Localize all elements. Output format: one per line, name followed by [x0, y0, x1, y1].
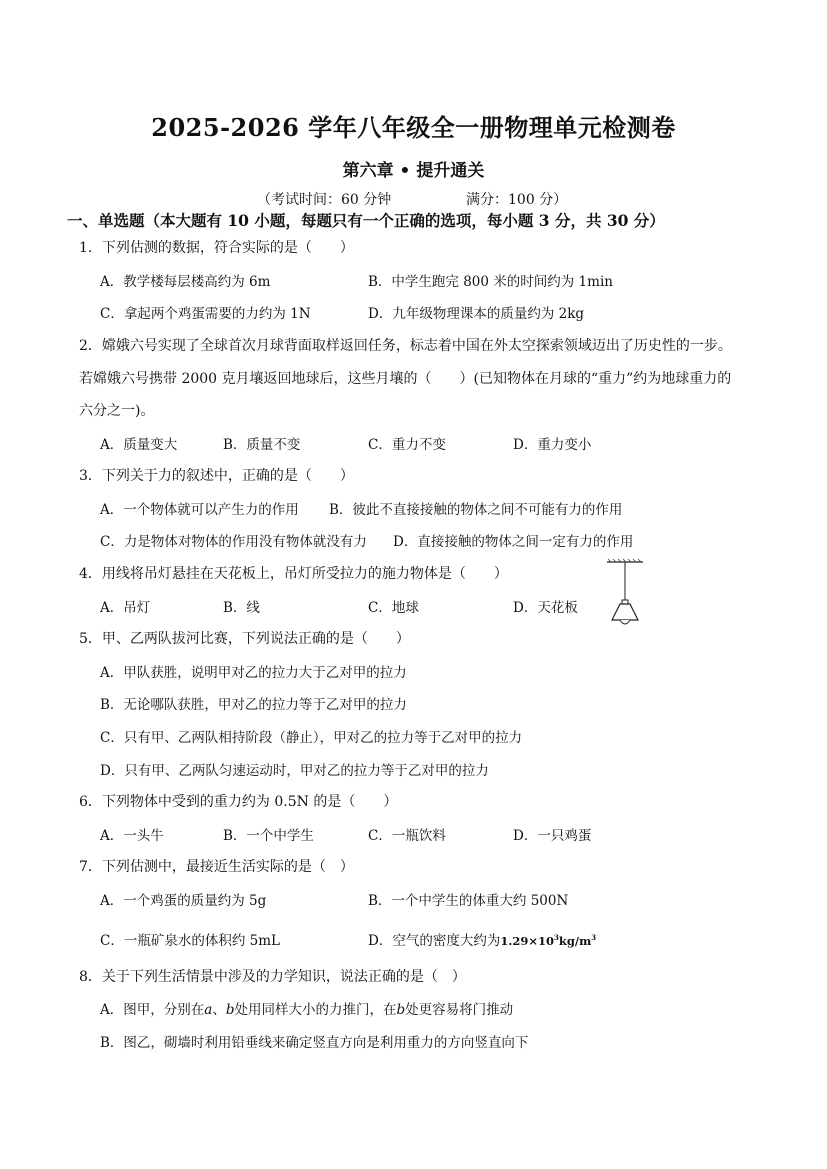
q2-option-d: D．重力变小 [513, 437, 592, 453]
q4-option-c: C．地球 [368, 600, 419, 616]
q5-option-a: A．甲队获胜，说明甲对乙的拉力大于乙对甲的拉力 [100, 665, 407, 681]
q3-option-d: D．直接接触的物体之间一定有力的作用 [393, 534, 634, 550]
q2-option-b: B．质量不变 [223, 437, 301, 453]
question-4-stem: 4．用线将吊灯悬挂在天花板上，吊灯所受拉力的施力物体是（ ） [79, 566, 508, 582]
q1-option-c: C．拿起两个鸡蛋需要的力约为 1N [100, 306, 311, 322]
q3-option-c: C．力是物体对物体的作用没有物体就没有力 [100, 534, 367, 550]
air-density-formula: $1.29\times 10^3kg/m^3$ [500, 933, 597, 948]
q8-option-a: A．图甲，分别在a、b处用同样大小的力推门，在b处更容易将门推动 [100, 1002, 514, 1018]
q6-option-c: C．一瓶饮料 [368, 828, 446, 844]
q3-option-a: A．一个物体就可以产生力的作用 [100, 502, 299, 518]
q7-option-a: A．一个鸡蛋的质量约为 5g [100, 893, 267, 909]
question-2-stem-line3: 六分之一)。 [79, 403, 155, 419]
q2-option-c: C．重力不变 [368, 437, 446, 453]
q1-option-b: B．中学生跑完 800 米的时间约为 1min [368, 274, 613, 290]
question-3-stem: 3．下列关于力的叙述中，正确的是（ ） [79, 468, 354, 484]
q1-option-d: D．九年级物理课本的质量约为 2kg [368, 306, 585, 322]
page-subtitle: 第六章 • 提升通关 [342, 161, 485, 181]
question-7-stem: 7．下列估测中，最接近生活实际的是（ ） [79, 859, 354, 875]
q6-option-d: D．一只鸡蛋 [513, 828, 592, 844]
q8-option-b: B．图乙，砌墙时利用铅垂线来确定竖直方向是利用重力的方向竖直向下 [100, 1035, 529, 1051]
q4-option-a: A．吊灯 [100, 600, 151, 616]
q6-option-a: A．一头牛 [100, 828, 164, 844]
section-heading: 一、单选题（本大题有 10 小题，每题只有一个正确的选项，每小题 3 分，共 30 分） [67, 211, 665, 230]
q4-option-b: B．线 [223, 600, 260, 616]
q6-option-b: B．一个中学生 [223, 828, 314, 844]
q1-option-a: A．教学楼每层楼高约为 6m [100, 274, 271, 290]
pendant-lamp-figure [603, 558, 647, 632]
exam-time: （考试时间：60 分钟 [257, 192, 392, 208]
q5-option-c: C．只有甲、乙两队相持阶段（静止），甲对乙的拉力等于乙对甲的拉力 [100, 730, 523, 746]
q2-option-a: A．质量变大 [100, 437, 178, 453]
q3-option-b: B．彼此不直接接触的物体之间不可能有力的作用 [329, 502, 623, 518]
q7-option-b: B．一个中学生的体重大约 500N [368, 893, 569, 909]
question-1-stem: 1．下列估测的数据，符合实际的是（ ） [79, 240, 354, 256]
q7-option-d [368, 929, 596, 949]
q7-option-c: C．一瓶矿泉水的体积约 5mL [100, 933, 280, 949]
q7-option-d-text: D．空气的密度大约为 [368, 933, 501, 949]
q5-option-b: B．无论哪队获胜，甲对乙的拉力等于乙对甲的拉力 [100, 697, 407, 713]
page-title: 2025-2026 学年八年级全一册物理单元检测卷 [151, 113, 676, 142]
question-2-stem-line1: 2．嫦娥六号实现了全球首次月球背面取样返回任务，标志着中国在外太空探索领域迈出了历史性的一步。 [79, 338, 732, 354]
question-6-stem: 6．下列物体中受到的重力约为 0.5N 的是（ ） [79, 794, 398, 810]
q4-option-d: D．天花板 [513, 600, 578, 616]
full-score: 满分：100 分） [466, 192, 568, 208]
q5-option-d: D．只有甲、乙两队匀速运动时，甲对乙的拉力等于乙对甲的拉力 [100, 763, 489, 779]
question-8-stem: 8．关于下列生活情景中涉及的力学知识，说法正确的是（ ） [79, 969, 466, 985]
question-5-stem: 5．甲、乙两队拔河比赛，下列说法正确的是（ ） [79, 631, 410, 647]
question-2-stem-line2: 若嫦娥六号携带 2000 克月壤返回地球后，这些月壤的（ ）(已知物体在月球的“重力”约为地球重力的 [79, 371, 732, 387]
